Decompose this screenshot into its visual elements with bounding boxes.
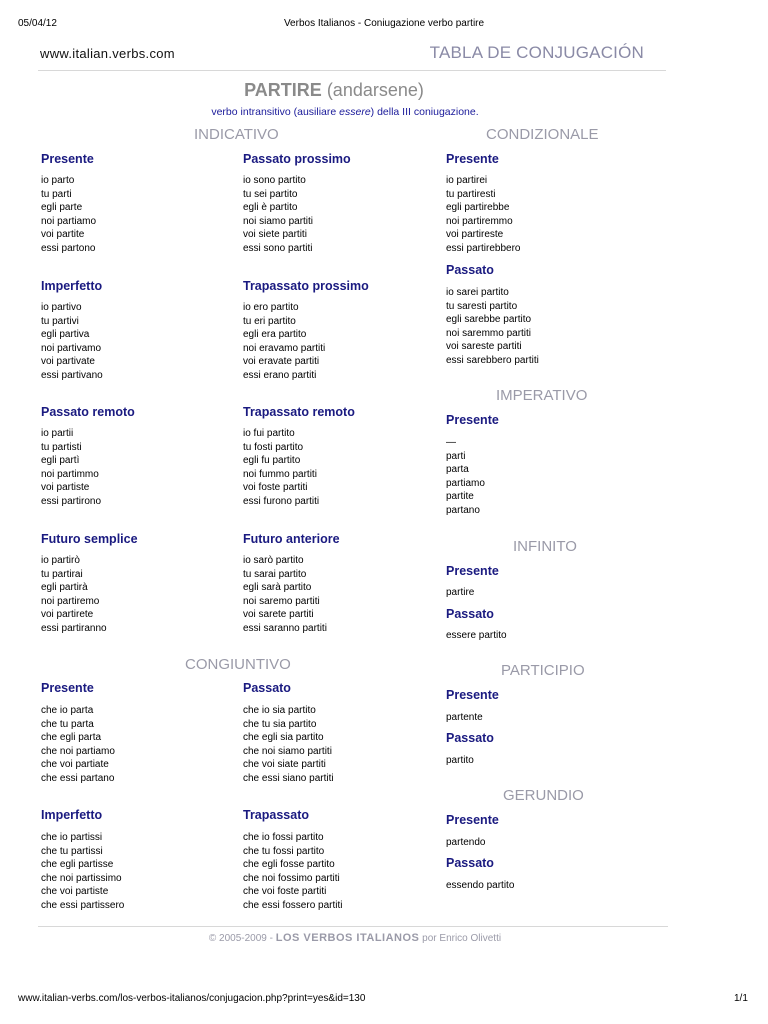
conjugation-form: che tu partissi: [41, 845, 103, 857]
conjugation-form: voi foste partiti: [243, 482, 308, 494]
tense-title: Imperfetto: [41, 279, 103, 293]
verb-alt: (andarsene): [326, 80, 424, 100]
conjugation-form: io ero partito: [243, 302, 299, 313]
conjugation-form: noi partimmo: [41, 468, 99, 480]
conjugation-form: che voi foste partiti: [243, 886, 327, 898]
conjugation-form: tu saresti partito: [446, 300, 518, 312]
conjugation-form: io sono partito: [243, 175, 306, 186]
tense-forms: [243, 831, 343, 913]
conjugation-form: essi partono: [41, 242, 96, 254]
conjugation-form: essi partivano: [41, 369, 103, 381]
conjugation-form: voi partiste: [41, 482, 90, 494]
conjugation-form: tu fosti partito: [243, 441, 304, 453]
conjugation-form: voi partirete: [41, 609, 94, 621]
print-title: Verbos Italianos - Coniugazione verbo partire: [283, 18, 485, 29]
conjugation-form: io partivo: [41, 302, 82, 313]
conjugation-form: io parto: [41, 175, 75, 186]
conjugation-form: io sarò partito: [243, 555, 304, 566]
conjugation-form: voi partireste: [446, 229, 504, 241]
tense-forms: [446, 436, 485, 518]
tense-title: Trapassato remoto: [243, 405, 355, 419]
conjugation-form: che essi partissero: [41, 899, 125, 911]
conjugation-form: egli sarebbe partito: [446, 314, 532, 326]
section-gerundio: GERUNDIO: [503, 787, 584, 804]
site-title: TABLA DE CONJUGACIÓN: [429, 43, 644, 62]
conjugation-form: tu partisti: [41, 441, 82, 453]
conjugation-form: voi sareste partiti: [446, 341, 522, 353]
conjugation-form: che voi partiste: [41, 886, 109, 898]
conjugation-form: tu partirai: [41, 568, 83, 580]
copyright-author: por Enrico Olivetti: [419, 933, 502, 944]
conjugation-form: tu partiresti: [446, 188, 496, 200]
conjugation-form: che io parta: [41, 705, 94, 716]
conjugation-form: essi erano partiti: [243, 369, 317, 381]
site-url: www.italian.verbs.com: [40, 46, 175, 61]
conjugation-form: essi furono partiti: [243, 495, 320, 507]
tense-title: Passato: [446, 607, 494, 621]
conjugation-form: che tu sia partito: [243, 718, 317, 730]
tense-title: Passato prossimo: [243, 152, 351, 166]
tense-title: Presente: [41, 152, 94, 166]
print-date: 05/04/12: [18, 18, 57, 29]
conjugation-form: partente: [446, 712, 483, 723]
conjugation-form: che noi siamo partiti: [243, 745, 332, 757]
conjugation-form: noi eravamo partiti: [243, 342, 326, 354]
conjugation-form: che io partissi: [41, 832, 103, 843]
tense-forms: [446, 286, 539, 368]
conjugation-form: io fui partito: [243, 428, 295, 439]
tense-forms: [446, 879, 514, 893]
tense-title: Trapassato prossimo: [243, 279, 369, 293]
conjugation-form: egli partiva: [41, 329, 90, 341]
conjugation-form: essi partirono: [41, 495, 102, 507]
conjugation-form: voi siete partiti: [243, 229, 307, 241]
tense-forms: [446, 754, 474, 768]
copyright-years: © 2005-2009 -: [208, 933, 276, 944]
tense-title: Passato remoto: [41, 405, 135, 419]
copyright: [0, 932, 710, 944]
conjugation-form: noi fummo partiti: [243, 468, 317, 480]
conjugation-form: che essi partano: [41, 772, 115, 784]
verb-description: [0, 106, 690, 118]
verb-name: PARTIRE: [244, 80, 322, 100]
conjugation-form: egli partirà: [41, 582, 88, 594]
footer-divider: [38, 926, 668, 927]
conjugation-form: egli fu partito: [243, 455, 301, 467]
conjugation-form: che voi partiate: [41, 759, 109, 771]
tense-title: Presente: [446, 564, 499, 578]
tense-title: Passato: [243, 681, 291, 695]
conjugation-form: egli è partito: [243, 202, 298, 214]
conjugation-form: che essi fossero partiti: [243, 899, 343, 911]
conjugation-form: che noi fossimo partiti: [243, 872, 340, 884]
conjugation-form: che egli fosse partito: [243, 859, 335, 871]
conjugation-form: parta: [446, 464, 469, 476]
conjugation-form: che noi partissimo: [41, 872, 122, 884]
conjugation-form: tu partivi: [41, 315, 79, 327]
tense-forms: [446, 586, 474, 600]
tense-forms: [446, 711, 483, 725]
tense-title: Passato: [446, 263, 494, 277]
verb-desc-aux: essere: [339, 106, 371, 118]
conjugation-form: tu sarai partito: [243, 568, 307, 580]
conjugation-form: noi siamo partiti: [243, 215, 314, 227]
conjugation-form: che tu parta: [41, 718, 94, 730]
conjugation-form: noi partiremmo: [446, 215, 513, 227]
conjugation-form: che egli sia partito: [243, 732, 324, 744]
section-indicativo: INDICATIVO: [194, 126, 279, 143]
conjugation-form: tu sei partito: [243, 188, 298, 200]
conjugation-form: egli sarà partito: [243, 582, 312, 594]
tense-forms: [243, 704, 334, 786]
tense-title: Presente: [446, 813, 499, 827]
tense-forms: [41, 301, 103, 383]
tense-title: Trapassato: [243, 808, 310, 822]
tense-forms: [41, 554, 107, 636]
section-participio: PARTICIPIO: [501, 662, 585, 679]
section-condizionale: CONDIZIONALE: [486, 126, 599, 143]
conjugation-form: che essi siano partiti: [243, 772, 334, 784]
conjugation-form: noi saremo partiti: [243, 595, 320, 607]
tense-title: Presente: [446, 413, 499, 427]
conjugation-form: noi partiamo: [41, 215, 97, 227]
conjugation-form: partire: [446, 587, 475, 598]
tense-title: Passato: [446, 856, 494, 870]
tense-forms: [446, 629, 507, 643]
conjugation-form: partiamo: [446, 477, 485, 489]
tense-forms: [41, 831, 124, 913]
tense-title: Imperfetto: [41, 808, 103, 822]
conjugation-form: essi partirebbero: [446, 242, 521, 254]
conjugation-form: noi saremmo partiti: [446, 327, 532, 339]
header-divider: [38, 70, 666, 71]
conjugation-form: partendo: [446, 837, 486, 848]
conjugation-form: che egli parta: [41, 732, 102, 744]
tense-title: Presente: [41, 681, 94, 695]
tense-forms: [243, 301, 325, 383]
conjugation-form: voi sarete partiti: [243, 609, 314, 621]
verb-desc-post: ) della III coniugazione.: [370, 106, 479, 118]
conjugation-form: essere partito: [446, 630, 507, 641]
conjugation-form: —: [446, 437, 456, 448]
conjugation-form: egli era partito: [243, 329, 307, 341]
tense-forms: [446, 174, 520, 256]
tense-title: Futuro anteriore: [243, 532, 340, 546]
conjugation-form: essendo partito: [446, 880, 515, 891]
tense-forms: [41, 704, 115, 786]
tense-forms: [446, 836, 485, 850]
conjugation-form: partano: [446, 504, 480, 516]
tense-title: Presente: [446, 688, 499, 702]
conjugation-form: io partirei: [446, 175, 488, 186]
tense-forms: [243, 174, 313, 256]
conjugation-form: voi partivate: [41, 356, 95, 368]
conjugation-form: egli partirebbe: [446, 202, 510, 214]
tense-title: Passato: [446, 731, 494, 745]
tense-forms: [41, 427, 101, 509]
conjugation-form: essi saranno partiti: [243, 622, 327, 634]
print-url: www.italian-verbs.com/los-verbos-italianos/conjugacion.php?print=yes&id=130: [18, 993, 366, 1004]
conjugation-form: che egli partisse: [41, 859, 114, 871]
conjugation-form: voi eravate partiti: [243, 356, 320, 368]
conjugation-form: voi partite: [41, 229, 85, 241]
conjugation-form: egli partì: [41, 455, 80, 467]
section-imperativo: IMPERATIVO: [496, 387, 588, 404]
conjugation-form: che noi partiamo: [41, 745, 115, 757]
conjugation-form: io partii: [41, 428, 74, 439]
conjugation-form: tu eri partito: [243, 315, 296, 327]
print-page-number: 1/1: [734, 993, 748, 1004]
tense-forms: [41, 174, 96, 256]
conjugation-form: parti: [446, 450, 466, 462]
tense-title: Presente: [446, 152, 499, 166]
conjugation-form: noi partiremo: [41, 595, 100, 607]
conjugation-form: che tu fossi partito: [243, 845, 325, 857]
tense-title: Futuro semplice: [41, 532, 138, 546]
conjugation-form: partite: [446, 491, 474, 503]
section-congiuntivo: CONGIUNTIVO: [185, 656, 291, 673]
conjugation-form: noi partivamo: [41, 342, 102, 354]
conjugation-form: che io fossi partito: [243, 832, 324, 843]
section-infinito: INFINITO: [513, 538, 577, 555]
conjugation-form: essi sarebbero partiti: [446, 354, 539, 366]
conjugation-form: egli parte: [41, 202, 83, 214]
conjugation-form: che voi siate partiti: [243, 759, 326, 771]
tense-forms: [243, 427, 319, 509]
conjugation-form: essi sono partiti: [243, 242, 313, 254]
verb-desc-pre: verbo intransitivo (ausiliare: [211, 106, 340, 118]
conjugation-form: io sarei partito: [446, 287, 509, 298]
conjugation-form: essi partiranno: [41, 622, 107, 634]
conjugation-form: io partirò: [41, 555, 80, 566]
verb-title: [0, 80, 668, 101]
tense-forms: [243, 554, 327, 636]
copyright-brand: LOS VERBOS ITALIANOS: [275, 932, 420, 944]
conjugation-form: partito: [446, 755, 474, 766]
conjugation-form: tu parti: [41, 188, 72, 200]
conjugation-form: che io sia partito: [243, 705, 316, 716]
